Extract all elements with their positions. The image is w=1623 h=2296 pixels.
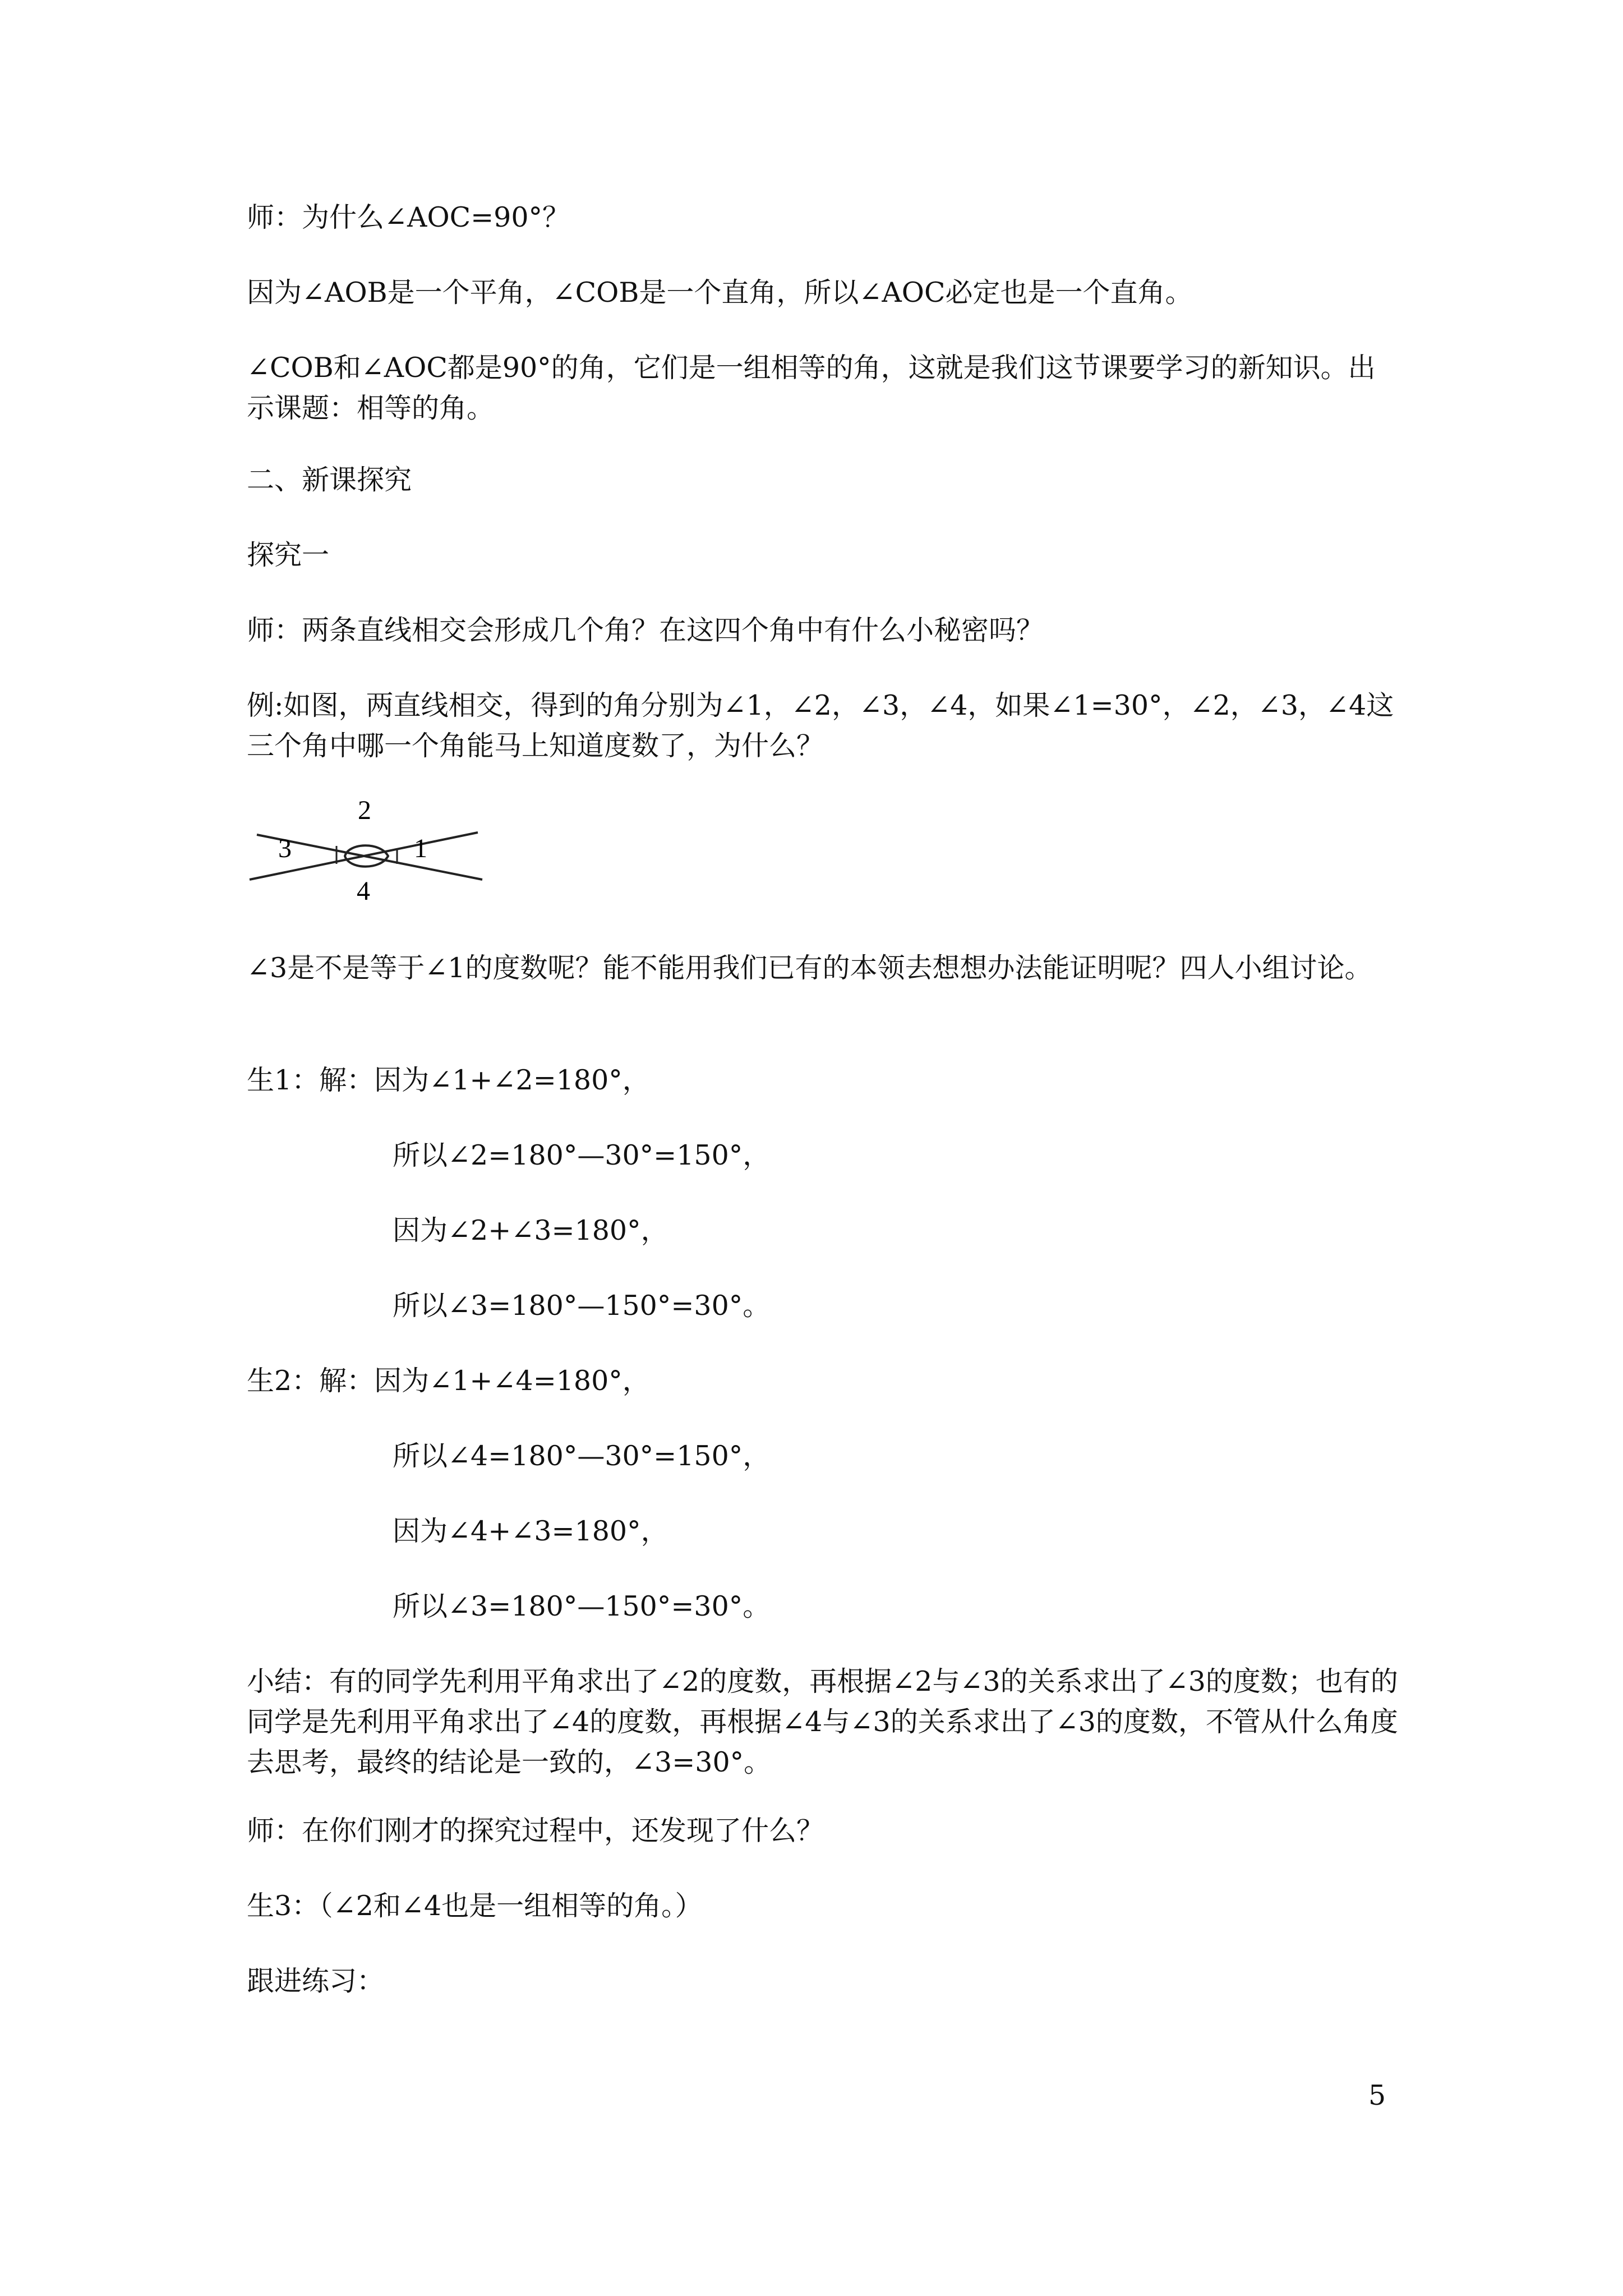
student2-step2: 所以∠4=180°—30°=150°， — [393, 1440, 771, 1472]
example-statement: 例:如图，两直线相交，得到的角分别为∠1，∠2，∠3，∠4，如果∠1=30°，∠2，∠3，∠4这三个角中哪一个角能马上知道度数了，为什么？ — [247, 689, 1394, 762]
student1-step2: 所以∠2=180°—30°=150°， — [393, 1139, 771, 1171]
label-angle-2: 2 — [358, 795, 371, 825]
student2-step1: 生2：解：因为∠1+∠4=180°， — [247, 1365, 650, 1397]
intersecting-lines-diagram — [247, 785, 494, 914]
exploration-one-heading: 探究一 — [247, 539, 330, 571]
student3-answer: 生3：（∠2和∠4也是一组相等的角。） — [247, 1890, 703, 1922]
label-angle-1: 1 — [414, 834, 427, 863]
summary-paragraph: 小结：有的同学先利用平角求出了∠2的度数，再根据∠2与∠3的关系求出了∠3的度数；也有的同学是先利用平角求出了∠4的度数，再根据∠4与∠3的关系求出了∠3的度数，不管从什么角度去思考，最终的结论是一致的，∠3=30°。 — [247, 1665, 1398, 1778]
student2-step3: 因为∠4+∠3=180°， — [393, 1515, 668, 1547]
teacher-question-aoc: 师：为什么∠AOC=90°？ — [247, 201, 570, 233]
follow-up-practice-heading: 跟进练习： — [247, 1965, 385, 1997]
student1-step4: 所以∠3=180°—150°=30°。 — [393, 1290, 771, 1322]
page-number: 5 — [1368, 2079, 1386, 2111]
intersecting-lines-figure — [247, 785, 494, 914]
label-angle-4: 4 — [357, 876, 370, 906]
intro-equal-angles: ∠COB和∠AOC都是90°的角，它们是一组相等的角，这就是我们这节课要学习的新知识。出示课题：相等的角。 — [247, 352, 1376, 424]
discussion-prompt: ∠3是不是等于∠1的度数呢？能不能用我们已有的本领去想想办法能证明呢？四人小组讨论。 — [247, 952, 1372, 984]
label-angle-3: 3 — [278, 834, 292, 863]
student2-step4: 所以∠3=180°—150°=30°。 — [393, 1590, 771, 1622]
teacher-question-intersecting-lines: 师：两条直线相交会形成几个角？在这四个角中有什么小秘密吗？ — [247, 614, 1044, 646]
student1-step3: 因为∠2+∠3=180°， — [393, 1214, 668, 1246]
section-heading-new-lesson: 二、新课探究 — [247, 464, 412, 496]
answer-aoc-right-angle: 因为∠AOB是一个平角，∠COB是一个直角，所以∠AOC必定也是一个直角。 — [247, 277, 1193, 309]
student1-step1: 生1：解：因为∠1+∠2=180°， — [247, 1064, 650, 1096]
teacher-followup-question: 师：在你们刚才的探究过程中，还发现了什么？ — [247, 1815, 824, 1847]
